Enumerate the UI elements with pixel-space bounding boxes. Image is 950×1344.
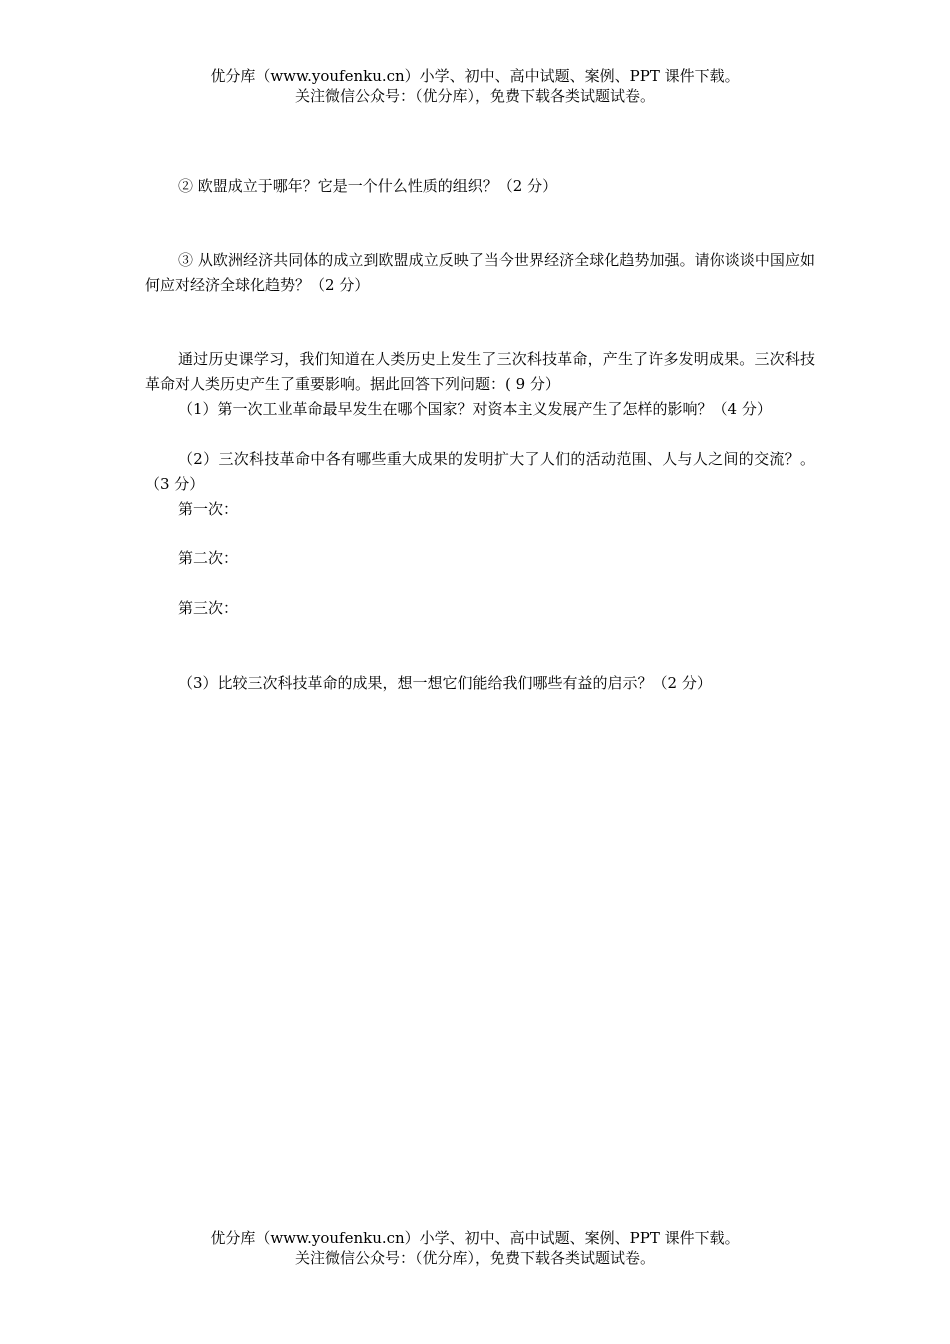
question-2: ② 欧盟成立于哪年？它是一个什么性质的组织？（2 分）: [178, 177, 558, 195]
answer-label-second: 第二次：: [178, 549, 239, 567]
sub-question-1: （1）第一次工业革命最早发生在哪个国家？对资本主义发展产生了怎样的影响？（4 分）: [178, 400, 772, 418]
answer-label-third: 第三次：: [178, 599, 239, 617]
question-3: ③ 从欧洲经济共同体的成立到欧盟成立反映了当今世界经济全球化趋势加强。请你谈谈中国应如何应对经济全球化趋势？（2 分）: [145, 251, 815, 294]
sub-question-2: （2）三次科技革命中各有哪些重大成果的发明扩大了人们的活动范围、人与人之间的交流？。（3 分）: [145, 450, 815, 493]
footer-line-2: 关注微信公众号：（优分库），免费下载各类试题试卷。: [294, 1249, 655, 1267]
answer-label-first: 第一次：: [178, 500, 239, 518]
page-footer: [0, 1228, 950, 1268]
footer-line-1: 优分库（www.youfenku.cn）小学、初中、高中试题、案例、PPT 课件下载。: [210, 1229, 740, 1247]
sub-question-3: （3）比较三次科技革命的成果，想一想它们能给我们哪些有益的启示？（2 分）: [178, 674, 712, 692]
section-intro: 通过历史课学习，我们知道在人类历史上发生了三次科技革命，产生了许多发明成果。三次科技革命对人类历史产生了重要影响。据此回答下列问题：( 9 分）: [145, 350, 815, 393]
header-line-2: 关注微信公众号：（优分库），免费下载各类试题试卷。: [294, 87, 655, 105]
page-header: [0, 66, 950, 106]
header-line-1: 优分库（www.youfenku.cn）小学、初中、高中试题、案例、PPT 课件下载。: [210, 67, 740, 85]
